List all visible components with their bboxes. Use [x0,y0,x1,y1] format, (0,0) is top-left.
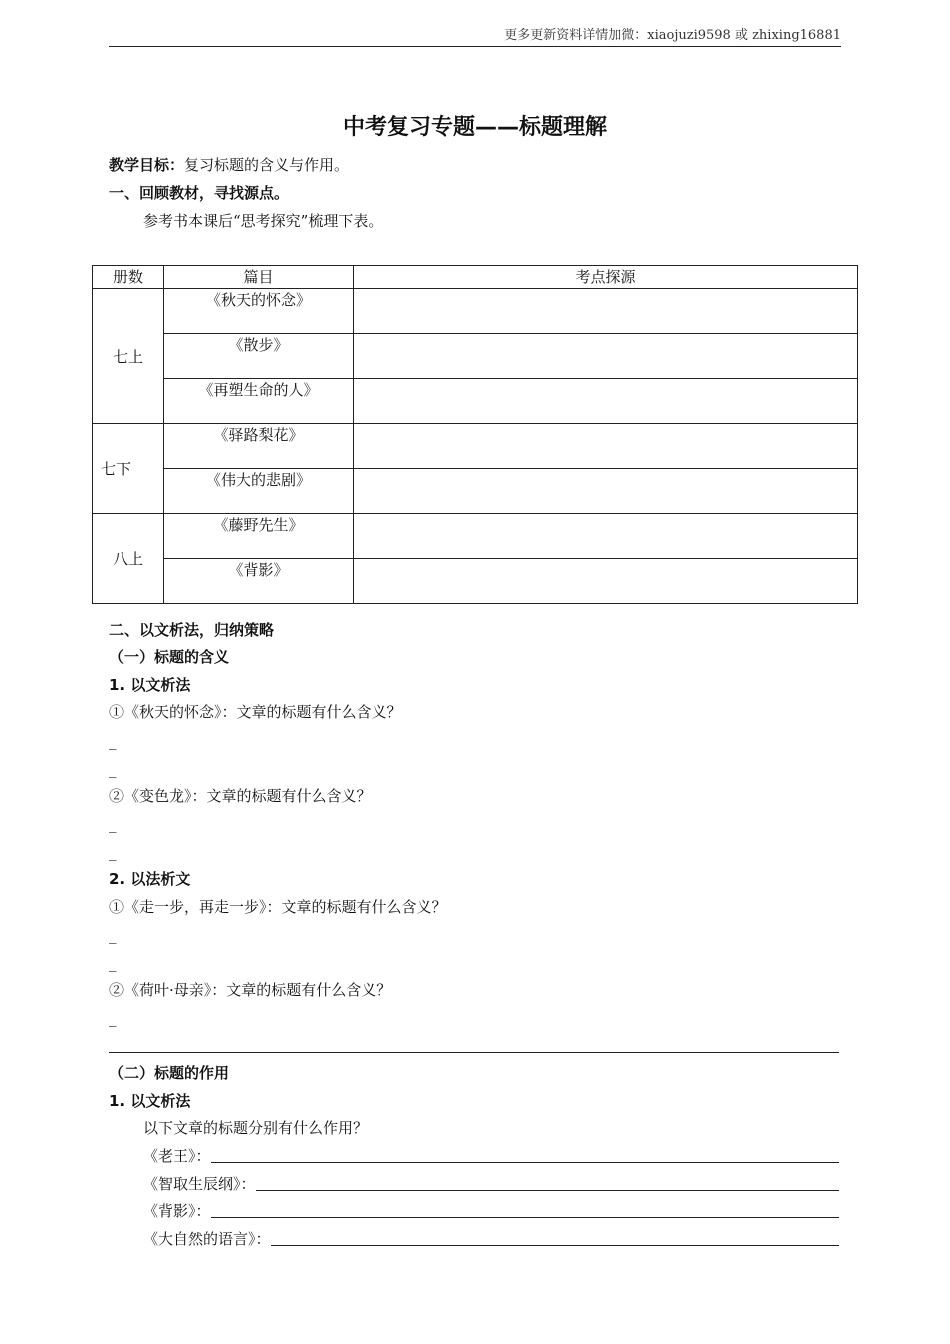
table-row [93,289,858,334]
answer-cell[interactable] [354,289,858,334]
page-title: 中考复习专题——标题理解 [342,115,607,140]
answer-blank[interactable]: _ [109,1009,117,1027]
method-3-heading: 1. 以文析法 [109,1092,191,1110]
section1-instruction: 参考书本课后“思考探究”梳理下表。 [143,212,384,230]
header-article: 篇目 [164,266,354,289]
objective-label: 教学目标： [109,156,185,174]
article-cell: 《散步》 [164,334,354,379]
answer-cell[interactable] [354,514,858,559]
table-row [93,424,858,469]
answer-cell[interactable] [354,334,858,379]
article-cell: 《秋天的怀念》 [164,289,354,334]
volume-cell: 七上 [93,289,164,424]
fill-blank[interactable] [211,1161,839,1163]
header-source: 考点探源 [354,266,858,289]
volume-cell: 八上 [93,514,164,604]
question-1: ①《秋天的怀念》：文章的标题有什么含义？ [109,703,402,721]
table-row [93,379,858,424]
source-table [92,265,858,604]
article-cell: 《藤野先生》 [164,514,354,559]
teaching-objective [109,155,349,175]
answer-line[interactable] [109,1052,839,1053]
table-header-row [93,266,858,289]
subsection-meaning: （一）标题的含义 [109,648,230,666]
answer-blank[interactable]: _ [109,843,117,861]
fill-label: 《老王》： [143,1147,211,1165]
fill-label: 《背影》： [143,1202,211,1220]
question-2: ②《变色龙》：文章的标题有什么含义？ [109,787,372,805]
fill-row-daziran [143,1229,839,1249]
page-header [109,28,841,47]
header-volume: 册数 [93,266,164,289]
section2-heading: 二、以文析法，归纳策略 [109,621,275,639]
answer-blank[interactable]: _ [109,926,117,944]
answer-blank[interactable]: _ [109,732,117,750]
answer-cell[interactable] [354,469,858,514]
volume-cell: 七下 [93,424,164,514]
answer-cell[interactable] [354,424,858,469]
fill-label: 《智取生辰纲》： [143,1175,256,1193]
article-cell: 《驿路梨花》 [164,424,354,469]
question-4: ②《荷叶·母亲》：文章的标题有什么含义？ [109,981,392,999]
answer-cell[interactable] [354,379,858,424]
fill-row-laowang [143,1146,839,1166]
fill-blank[interactable] [211,1216,839,1218]
answer-blank[interactable]: _ [109,760,117,778]
answer-blank[interactable]: _ [109,954,117,972]
header-note: 更多更新资料详情加微：xiaojuzi9598 或 zhixing16881 [504,28,841,43]
table-row [93,469,858,514]
answer-blank[interactable]: _ [109,815,117,833]
question-5: 以下文章的标题分别有什么作用？ [143,1119,369,1137]
article-cell: 《再塑生命的人》 [164,379,354,424]
article-cell: 《伟大的悲剧》 [164,469,354,514]
fill-row-shengchengang [143,1174,839,1194]
method-1-heading: 1. 以文析法 [109,676,191,694]
answer-cell[interactable] [354,559,858,604]
method-2-heading: 2. 以法析文 [109,870,191,888]
article-cell: 《背影》 [164,559,354,604]
fill-row-beiying [143,1201,839,1221]
fill-label: 《大自然的语言》： [143,1230,271,1248]
fill-blank[interactable] [271,1244,839,1246]
objective-text: 复习标题的含义与作用。 [184,156,350,174]
subsection-function: （二）标题的作用 [109,1064,230,1082]
question-3: ①《走一步，再走一步》：文章的标题有什么含义？ [109,898,447,916]
table-row [93,514,858,559]
section1-heading: 一、回顾教材，寻找源点。 [109,184,290,202]
table-row [93,559,858,604]
table-row [93,334,858,379]
fill-blank[interactable] [256,1189,839,1191]
